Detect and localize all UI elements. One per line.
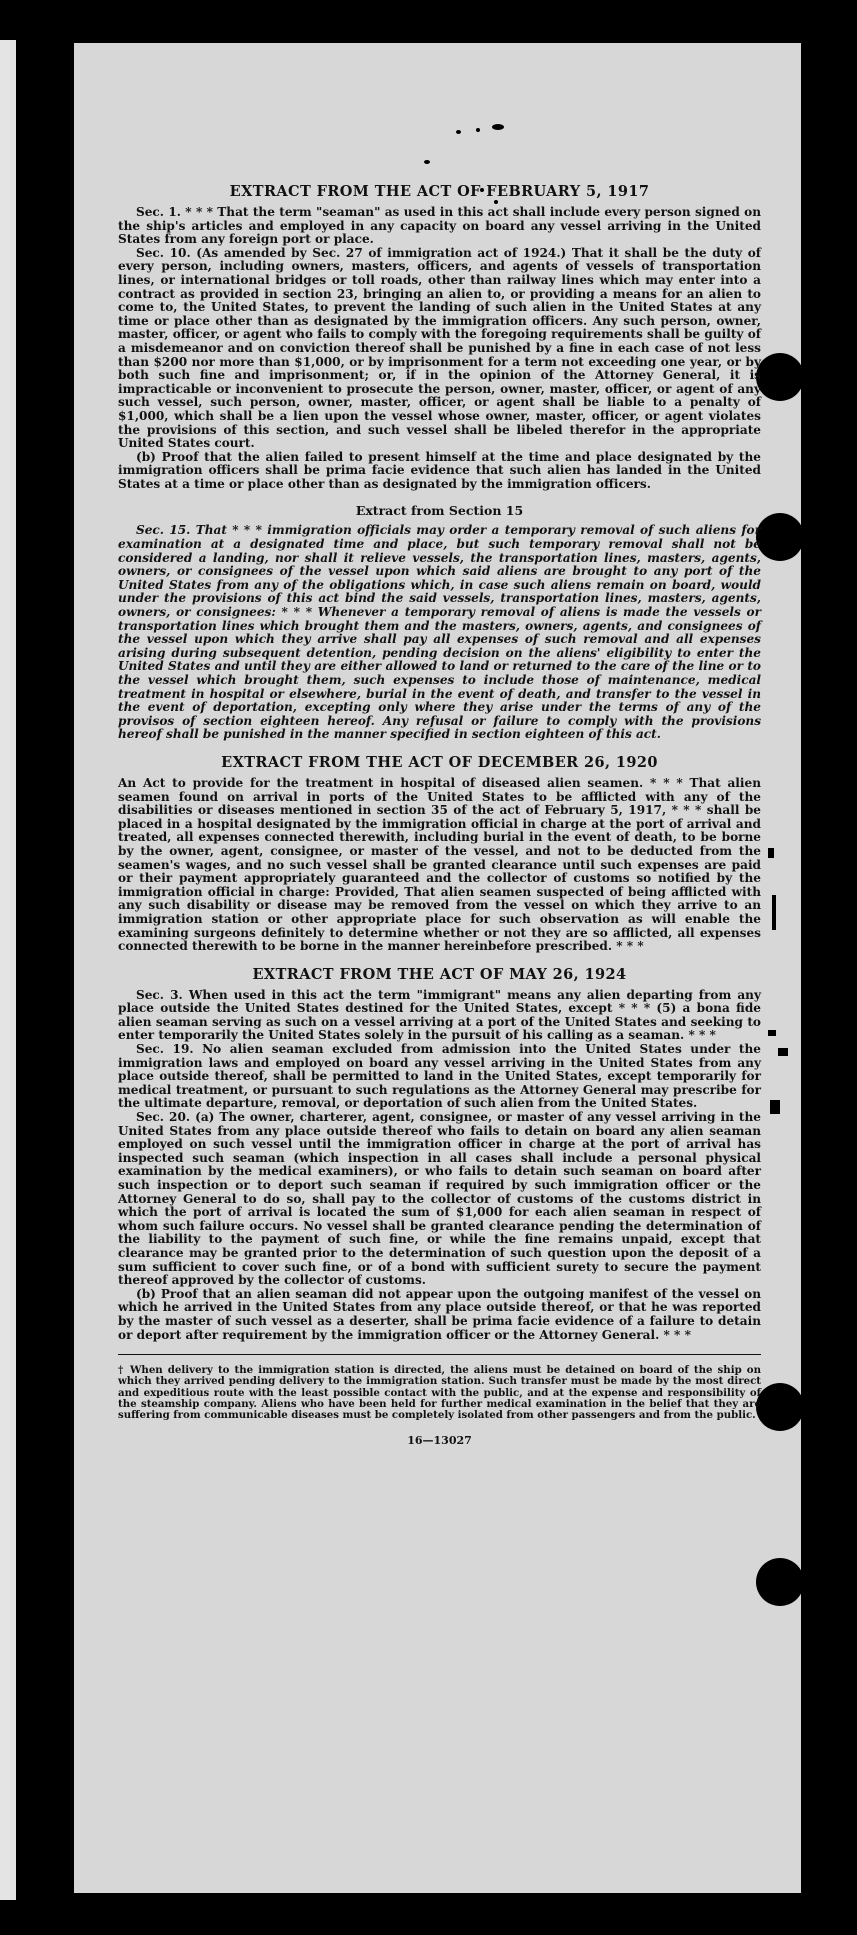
- section-heading: EXTRACT FROM THE ACT OF DECEMBER 26, 1920: [221, 753, 658, 771]
- paragraph: (b) Proof that the alien failed to present himself at the time and place designated by the immigration officers shall be prima facie evidence that such alien has landed in the United States at a time or place other than as designated by the immigration officers.: [118, 449, 761, 491]
- paragraph: Sec. 10. (As amended by Sec. 27 of immigration act of 1924.) That it shall be the duty of every person, including owners, masters, officers, and agents of vessels of transportation lines, or international bridges or toll roads, other than railway lines which may enter into a contract as provided in section 23, bringing an alien to, or providing a means for an alien to come to, the United States, to prevent the landing of such alien in the United States at any time or place other than as designated by the immigration officers. Any such person, owner, master, officer, or agent who fails to comply with the foregoing requirements shall be guilty of a misdemeanor and on conviction thereof shall be punished by a fine in each case of not less than $200 nor more than $1,000, or by imprisonment for a term not exceeding one year, or by both such fine and imprisonment; or, if in the opinion of the Attorney General, it is impracticable or inconvenient to prosecute the person, owner, master, officer, or agent of any such vessel, such person, owner, master, officer, or agent shall be liable to a penalty of $1,000, which shall be a lien upon the vessel whose owner, master, officer, or agent violates the provisions of this section, and such vessel shall be libeled therefor in the appropriate United States court.: [118, 245, 761, 451]
- document-page: [74, 43, 801, 1893]
- section-heading: EXTRACT FROM THE ACT OF FEBRUARY 5, 1917: [229, 183, 650, 200]
- scan-edge-strip: [0, 40, 16, 1900]
- section-act-1924: [118, 966, 761, 1342]
- footnote-divider: [118, 1354, 761, 1355]
- section-heading: Extract from Section 15: [355, 503, 524, 519]
- paragraph: (b) Proof that an alien seaman did not appear upon the outgoing manifest of the vessel on which he arrived in the United States from any place outside thereof, or that he was reported by the master of such vessel as a deserter, shall be prima facie evidence of a failure to detain or deport after requirement by the immigration officer or the Attorney General. * * *: [118, 1286, 761, 1342]
- footnote: † When delivery to the immigration station is directed, the aliens must be detained on board of the ship on which they arrived pending delivery to the immigration station. Such transfer must be made by the most direct and expeditious route with the least possible contact with the public, and at the expense and responsibility of the steamship company. Aliens who have been held for further medical examination in the belief that they are suffering from communicable diseases must be completely isolated from other passengers and from the public.: [118, 1364, 761, 1422]
- section-heading: EXTRACT FROM THE ACT OF MAY 26, 1924: [252, 965, 627, 983]
- margin-mark: [772, 895, 776, 930]
- margin-mark: [768, 1030, 776, 1036]
- margin-mark: [770, 1100, 780, 1114]
- margin-mark: [778, 1048, 788, 1056]
- section-extract-15: [118, 503, 761, 742]
- punch-hole-4: [756, 1558, 804, 1606]
- punch-hole-2: [756, 513, 804, 561]
- punch-hole-3: [756, 1383, 804, 1431]
- paragraph: Sec. 1. * * * That the term "seaman" as used in this act shall include every person signed on the ship's articles and employed in any capacity on board any vessel arriving in the United States from any foreign port or place.: [118, 205, 761, 247]
- margin-mark: [768, 848, 774, 858]
- document-number: 16—13027: [407, 1433, 472, 1447]
- punch-hole-1: [756, 353, 804, 401]
- paragraph: Sec. 20. (a) The owner, charterer, agent, consignee, or master of any vessel arriving in the United States from any place outside thereof who fails to detain on board any alien seaman employed on such vessel until the immigration officer in charge at the port of arrival has inspected such seaman (which inspection in all cases shall include a personal physical examination by the medical examiners), or who fails to detain such seaman on board after such inspection or to deport such seaman if required by such immigration officer or the Attorney General to do so, shall pay to the collector of customs of the customs district in which the port of arrival is located the sum of $1,000 for each alien seaman in respect of whom such failure occurs. No vessel shall be granted clearance pending the determination of the liability to the payment of such fine, or while the fine remains unpaid, except that clearance may be granted prior to the determination of such question upon the deposit of a sum sufficient to cover such fine, or of a bond with sufficient surety to secure the payment thereof approved by the collector of customs.: [118, 1110, 761, 1288]
- paragraph: Sec. 3. When used in this act the term "immigrant" means any alien departing from any place outside the United States destined for the United States, except * * * (5) a bona fide alien seaman serving as such on a vessel arriving at a port of the United States and seeking to enter temporarily the United States solely in the pursuit of his calling as a seaman. * * *: [118, 987, 761, 1043]
- section-act-1917: [118, 183, 761, 491]
- paragraph: An Act to provide for the treatment in hospital of diseased alien seamen. * * * That alien seamen found on arrival in ports of the United States to be afflicted with any of the disabilities or diseases mentioned in section 35 of the act of February 5, 1917, * * * shall be placed in a hospital designated by the immigration official in charge at the port of arrival and treated, all expenses connected therewith, including burial in the event of death, to be borne by the owner, agent, consignee, or master of the vessel, and not to be deducted from the seamen's wages, and no such vessel shall be granted clearance until such expenses are paid or their payment appropriately guaranteed and the collector of customs so notified by the immigration official in charge: Provided, That alien seamen suspected of being afflicted with any such disability or disease may be removed from the vessel on which they arrive to an immigration station or other appropriate place for such observation as will enable the examining surgeons definitely to determine whether or not they are so afflicted, all expenses connected therewith to be borne in the manner hereinbefore prescribed. * * *: [118, 775, 761, 954]
- paragraph: Sec. 19. No alien seaman excluded from admission into the United States under the immigration laws and employed on board any vessel arriving in the United States from any place outside thereof, shall be permitted to land in the United States, except temporarily for medical treatment, or pursuant to such regulations as the Attorney General may prescribe for the ultimate departure, removal, or deportation of such alien from the United States.: [118, 1042, 761, 1111]
- section-act-1920: [118, 754, 761, 954]
- paragraph: Sec. 15. That * * * immigration officials may order a temporary removal of such aliens for examination at a designated time and place, but such temporary removal shall not be considered a landing, nor shall it relieve vessels, the transportation lines, masters, agents, owners, or consignees of the vessel upon which said aliens are brought to any port of the United States from any of the obligations which, in case such aliens remain on board, would under the provisions of this act bind the said vessels, transportation lines, masters, agents, owners, or consignees: * * * Whenever a temporary removal of aliens is made the vessels or transportation lines which brought them and the masters, owners, agents, and consignees of the vessel upon which they arrive shall pay all expenses of such removal and all expenses arising during subsequent detention, pending decision on the aliens' eligibility to enter the United States and until they are either allowed to land or returned to the care of the line or to the vessel which brought them, such expenses to include those of maintenance, medical treatment in hospital or elsewhere, burial in the event of death, and transfer to the vessel in the event of deportation, excepting only where they arise under the terms of any of the provisos of section eighteen hereof. Any refusal or failure to comply with the provisions hereof shall be punished in the manner specified in section eighteen of this act.: [118, 523, 761, 742]
- document-body: [118, 183, 761, 1447]
